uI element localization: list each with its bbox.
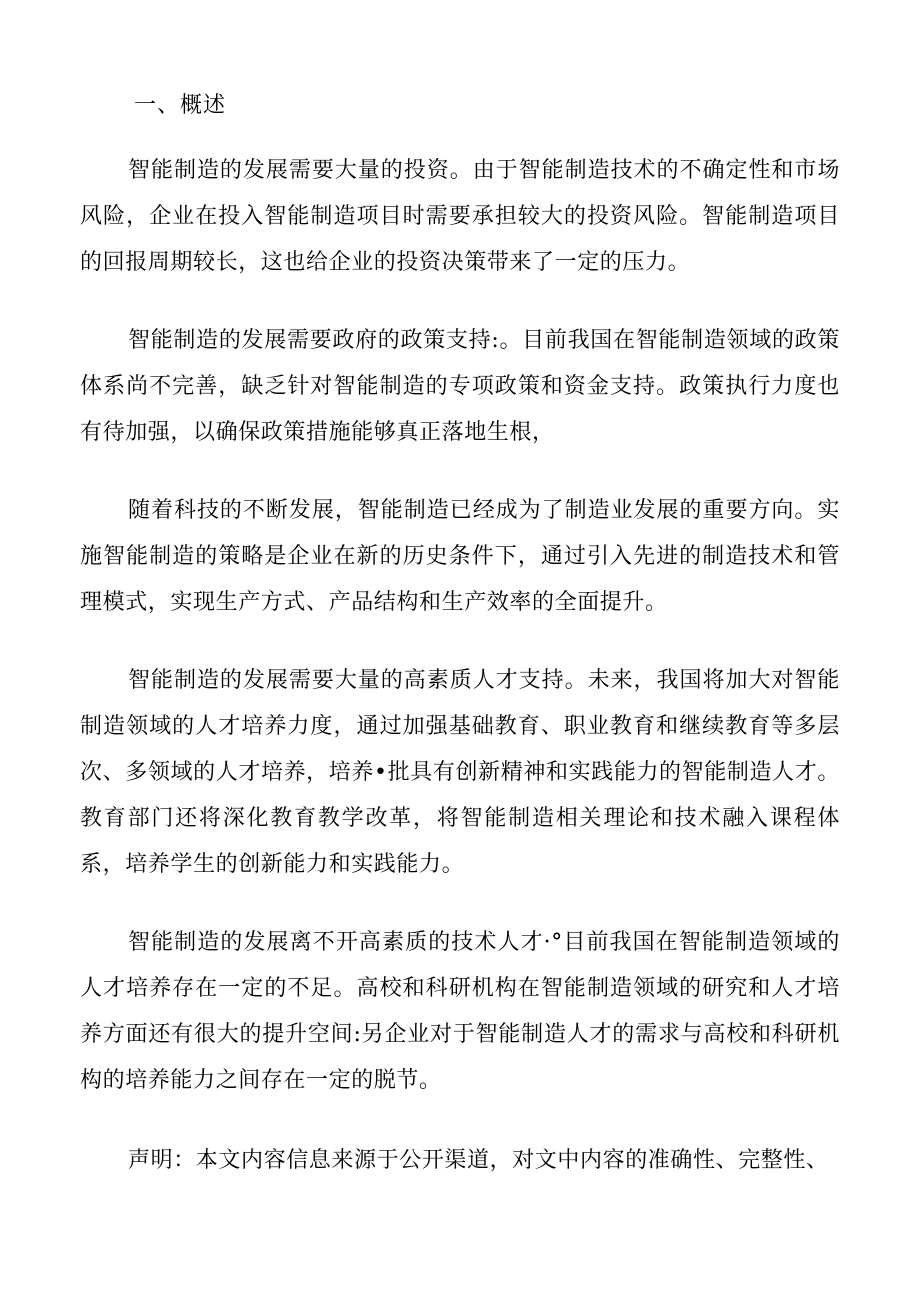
section-heading: 一、概述: [134, 93, 227, 118]
paragraph-talent-support: 智能制造的发展需要大量的高素质人才支持。未来，我国将加大对智能制造领域的人才培养力度，通过加强基础教育、职业教育和继续教育等多层次、多领域的人才培养，培养•批具有创新精神和实践能力的智能制造人才。教育部门还将深化教育教学改革，将智能制造相关理论和技术融入课程体系，培养学生的创新能力和实践能力。: [80, 668, 840, 877]
paragraph-investment: 智能制造的发展需要大量的投资。由于智能制造技术的不确定性和市场风险，企业在投入智能制造项目时需要承担较大的投资风险。智能制造项目的回报周期较长，这也给企业的投资决策带来了一定的压力。: [80, 158, 840, 275]
paragraph-disclaimer: 声明：本文内容信息来源于公开渠道，对文中内容的准确性、完整性、: [128, 1148, 829, 1173]
paragraph-policy: 智能制造的发展需要政府的政策支持:。目前我国在智能制造领域的政策体系尚不完善，缺乏针对智能制造的专项政策和资金支持。政策执行力度也有待加强，以确保政策措施能够真正落地生根，: [80, 328, 840, 445]
paragraph-strategy: 随着科技的不断发展，智能制造已经成为了制造业发展的重要方向。实施智能制造的策略是企业在新的历史条件下，通过引入先进的制造技术和管理模式，实现生产方式、产品结构和生产效率的全面提升。: [80, 498, 840, 615]
paragraph-talent-shortage: 智能制造的发展离不开高素质的技术人才·°目前我国在智能制造领域的人才培养存在一定的不足。高校和科研机构在智能制造领域的研究和人才培养方面还有很大的提升空间:另企业对于智能制造人才的需求与高校和科研机构的培养能力之间存在一定的脱节。: [80, 930, 840, 1093]
